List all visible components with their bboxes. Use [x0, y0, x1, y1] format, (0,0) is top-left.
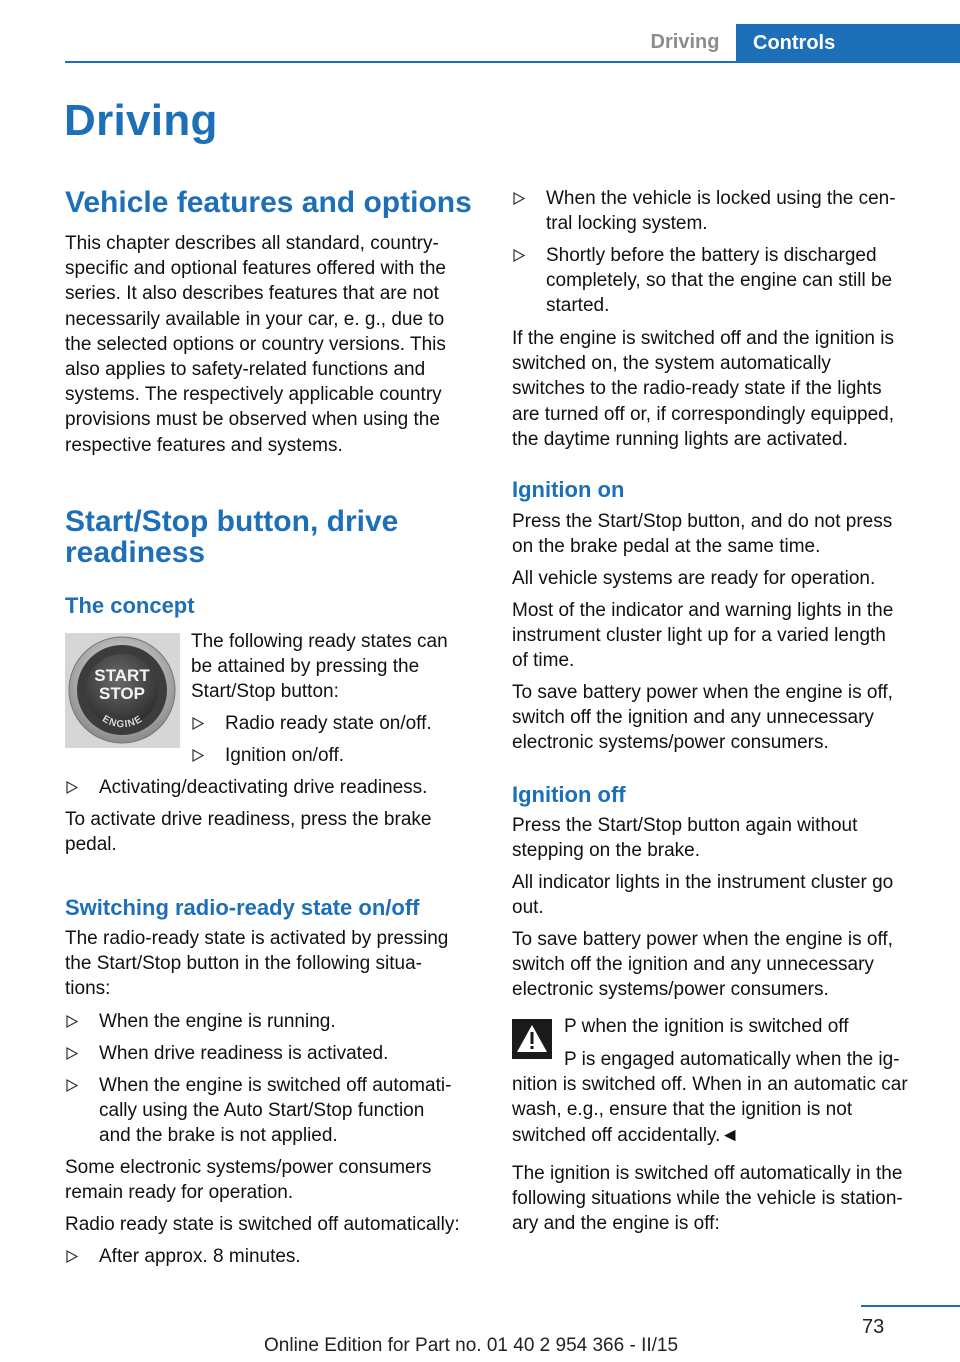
engine-off-paragraph: If the engine is switched off and the ignition is switched on, the system automatically switches to the radio-ready state if the lights are turned off or, if correspondingly equipped, the daytime running lights are activated.	[512, 328, 895, 450]
heading-ignition-on: Ignition on	[512, 477, 625, 502]
activate-paragraph: To activate drive readiness, press the brake pedal.	[65, 809, 432, 856]
heading-radio-ready: Switching radio-ready state on/off	[65, 895, 420, 920]
heading-vehicle-features: Vehicle features and options	[65, 186, 472, 219]
bullet-triangle-icon	[65, 1244, 79, 1269]
header-rule	[65, 61, 960, 63]
list-item: Radio ready state on/off.	[191, 711, 432, 736]
ignition-off-paragraph-1: Press the Start/Stop button again without stepping on the brake.	[512, 815, 858, 862]
bullet-triangle-icon	[65, 1073, 79, 1098]
start-label: START	[94, 666, 150, 685]
heading-start-stop: Start/Stop button, drive readiness	[65, 505, 399, 569]
list-item: After approx. 8 minutes.	[65, 1244, 301, 1269]
list-item: Activating/deactivating drive readiness.	[65, 775, 427, 800]
start-stop-button-image	[65, 633, 180, 748]
heading-ignition-off: Ignition off	[512, 782, 626, 807]
stop-label: STOP	[99, 684, 145, 703]
ignition-on-paragraph-2: All vehicle systems are ready for operation.	[512, 568, 876, 589]
warning-text: P is engaged automatically when the ig- nition is switched off. When in an automatic car wash, e.g., ensure that the ignition is not switched off accidentally.◄	[512, 1049, 908, 1146]
bullet-triangle-icon	[512, 186, 526, 211]
bullet-triangle-icon	[191, 711, 205, 736]
ignition-off-paragraph-3: To save battery power when the engine is off, switch off the ignition and any unnecessary electronic systems/power consumers.	[512, 929, 893, 1001]
some-systems-paragraph: Some electronic systems/power consumers remain ready for operation.	[65, 1157, 432, 1204]
page-number: 73	[862, 1316, 885, 1338]
header-tab-controls: Controls	[736, 24, 960, 62]
ignition-on-paragraph-3: Most of the indicator and warning lights in the instrument cluster light up for a varied length of time.	[512, 600, 894, 672]
footer-edition: Online Edition for Part no. 01 40 2 954 366 - II/15	[264, 1335, 679, 1356]
list-item: Ignition on/off.	[191, 743, 344, 768]
ignition-on-paragraph-1: Press the Start/Stop button, and do not press on the brake pedal at the same time.	[512, 511, 893, 558]
bullet-triangle-icon	[65, 775, 79, 800]
auto-off-paragraph: The ignition is switched off automatically in the following situations while the vehicle is station- ary and the engine is off:	[512, 1163, 903, 1235]
list-item: When the vehicle is locked using the cen- tral locking system.	[512, 186, 896, 236]
radio-off-paragraph: Radio ready state is switched off automatically:	[65, 1214, 460, 1235]
footer-rule	[861, 1305, 960, 1307]
bullet-triangle-icon	[65, 1041, 79, 1066]
list-item: Shortly before the battery is discharged completely, so that the engine can still be started.	[512, 243, 892, 319]
bullet-triangle-icon	[65, 1009, 79, 1034]
heading-concept: The concept	[65, 593, 195, 618]
radio-paragraph: The radio-ready state is activated by pressing the Start/Stop button in the following situa- tions:	[65, 928, 449, 1000]
vehicle-features-paragraph: This chapter describes all standard, country- specific and optional features offered with the series. It also describes features that are not necessarily available in your car, e. g., due to the selected options or country versions. This also applies to safety-related functions and systems. The respectively applicable country provisions must be observed when using the respective features and systems.	[65, 233, 446, 456]
ignition-on-paragraph-4: To save battery power when the engine is off, switch off the ignition and any unnecessary electronic systems/power consumers.	[512, 682, 893, 754]
header-tab-driving: Driving	[650, 31, 720, 53]
concept-paragraph: The following ready states can be attained by pressing the Start/Stop button:	[191, 631, 448, 703]
list-item: When the engine is running.	[65, 1009, 336, 1034]
page-title: Driving	[64, 96, 218, 145]
bullet-triangle-icon	[191, 743, 205, 768]
list-item: When drive readiness is activated.	[65, 1041, 388, 1066]
bullet-triangle-icon	[512, 243, 526, 268]
engine-ring-label: ENGINE	[100, 713, 145, 731]
list-item: When the engine is switched off automati- cally using the Auto Start/Stop function and the brake is not applied.	[65, 1073, 451, 1149]
warning-title: P when the ignition is switched off	[564, 1016, 849, 1037]
ignition-off-paragraph-2: All indicator lights in the instrument cluster go out.	[512, 872, 894, 919]
